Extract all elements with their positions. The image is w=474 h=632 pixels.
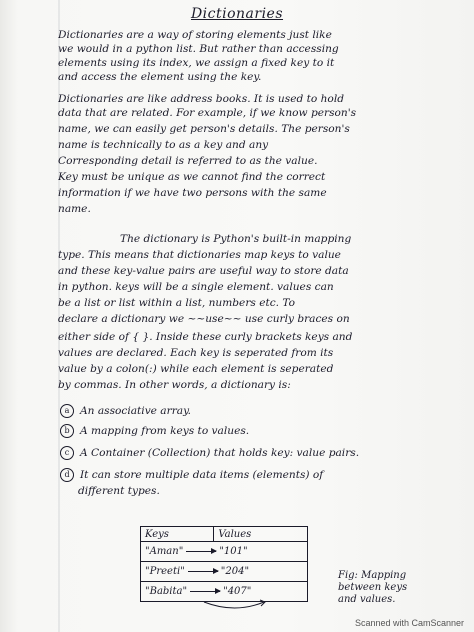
table-header-keys: Keys — [141, 527, 214, 542]
scanner-watermark: Scanned with CamScanner — [354, 618, 464, 628]
list-item-text: different types. — [78, 485, 160, 497]
table-value: "101" — [219, 546, 248, 557]
table-row — [141, 562, 308, 582]
text-line: elements using its index, we assign a fixed key to it — [58, 57, 335, 69]
list-marker: d — [60, 468, 74, 482]
list-item-text: An associative array. — [80, 405, 192, 417]
page-title: Dictionaries — [190, 6, 284, 22]
text-line: declare a dictionary we ~~use~~ use curly braces on — [58, 313, 350, 325]
list-item — [60, 446, 470, 460]
text-line: be a list or list within a list, numbers etc. To — [58, 297, 296, 309]
list-marker: c — [60, 446, 74, 460]
list-item-text: It can store multiple data items (elements) of — [80, 469, 324, 481]
text-line: we would in a python list. But rather than accessing — [58, 43, 339, 55]
text-line: and these key-value pairs are useful way to store data — [58, 265, 349, 277]
list-item — [60, 468, 470, 482]
list-item — [60, 404, 470, 418]
text-line: Key must be unique as we cannot find the correct — [58, 171, 326, 183]
caption-line: Fig: Mapping — [338, 570, 407, 581]
table-value: "407" — [223, 586, 252, 597]
table-cell — [141, 562, 308, 582]
list-item-text: A mapping from keys to values. — [80, 425, 250, 437]
list-item — [60, 424, 470, 438]
list-marker: b — [60, 424, 74, 438]
table-key: "Preeti" — [145, 566, 185, 577]
table-row — [141, 542, 308, 562]
table-header-row — [141, 527, 308, 542]
figure-caption — [338, 570, 428, 606]
table-header-values: Values — [214, 527, 308, 542]
list-item-text: A Container (Collection) that holds key: value pairs. — [80, 447, 360, 459]
text-line: name, we can easily get person's details. The person's — [58, 123, 350, 135]
text-line: in python. keys will be a single element. values can — [58, 281, 334, 293]
list-item-continuation — [78, 484, 474, 498]
mapping-table — [140, 526, 308, 602]
text-line: values are declared. Each key is seperated from its — [58, 347, 334, 359]
text-line: data that are related. For example, if we know person's — [58, 107, 357, 119]
text-line: information if we have two persons with the same — [58, 187, 327, 199]
curved-arrow-icon — [200, 598, 270, 614]
table-key: "Babita" — [145, 586, 188, 597]
arrow-icon — [186, 551, 216, 552]
text-line: name is technically to as a key and any — [58, 139, 269, 151]
list-marker: a — [60, 404, 74, 418]
table-cell — [141, 542, 308, 562]
arrow-icon — [188, 571, 218, 572]
text-line: The dictionary is Python's built-in mapping — [120, 233, 352, 245]
text-line: name. — [58, 203, 91, 215]
text-line: either side of { }. Inside these curly brackets keys and — [58, 331, 353, 343]
table-value: "204" — [220, 566, 250, 577]
text-line: Corresponding detail is referred to as the value. — [58, 155, 318, 167]
table-key: "Aman" — [145, 546, 184, 557]
text-line: and access the element using the key. — [58, 71, 262, 83]
text-line: Dictionaries are like address books. It is used to hold — [58, 93, 344, 105]
arrow-icon — [190, 591, 220, 592]
text-line: type. This means that dictionaries map keys to value — [58, 249, 341, 261]
caption-line: and values. — [338, 594, 396, 605]
caption-line: between keys — [338, 582, 408, 593]
text-line: Dictionaries are a way of storing elements just like — [58, 29, 332, 41]
text-line: value by a colon(:) while each element is seperated — [58, 363, 334, 375]
text-line: by commas. In other words, a dictionary is: — [58, 379, 291, 391]
